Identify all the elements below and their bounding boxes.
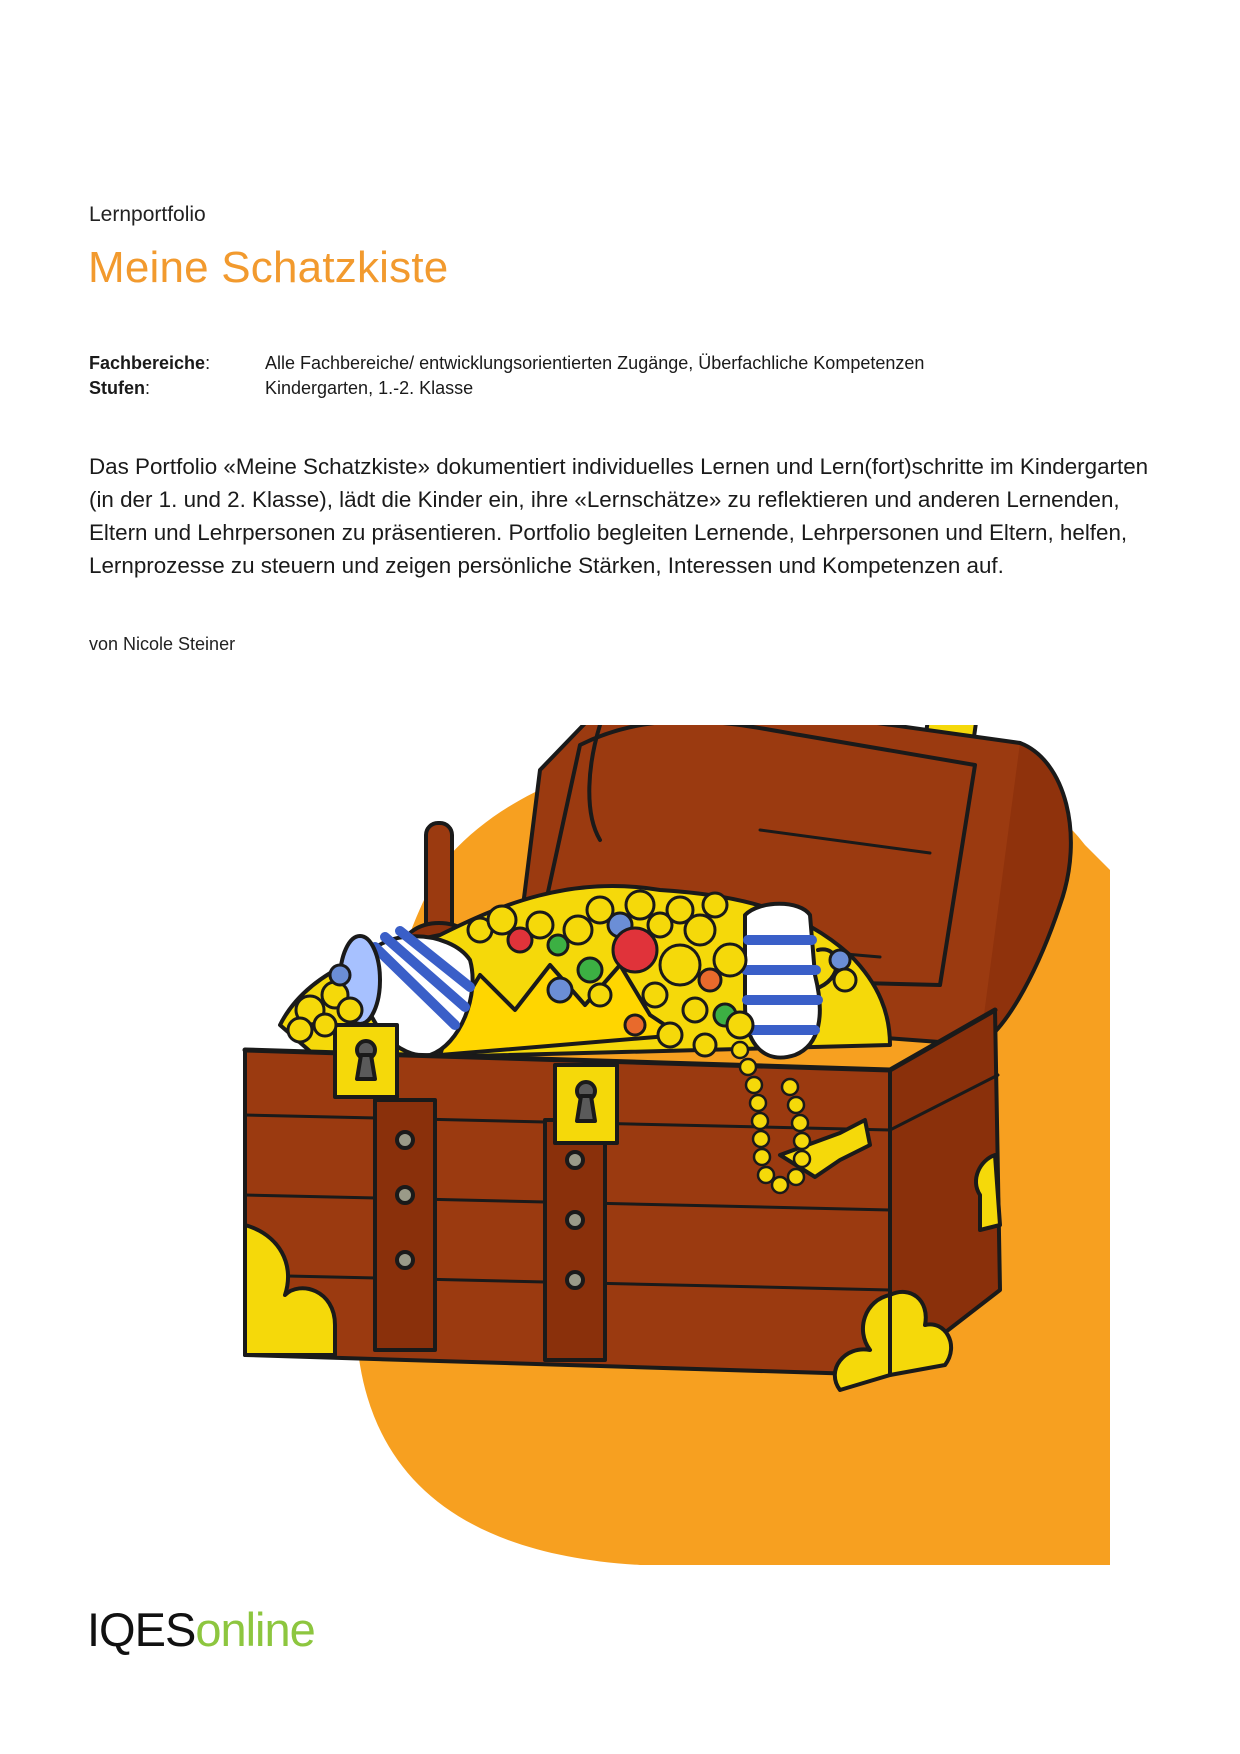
author-line: von Nicole Steiner: [89, 634, 236, 654]
document-title: Meine Schatzkiste: [88, 243, 449, 292]
meta-block: [89, 351, 924, 401]
meta-row-fachbereiche: Fachbereiche: Alle Fachbereiche/ entwicklungsorientierten Zugänge, Überfachliche Kompetenzen: [89, 351, 924, 376]
meta-value: Kindergarten, 1.-2. Klasse: [265, 378, 474, 398]
meta-value: Alle Fachbereiche/ entwicklungsorientierten Zugänge, Überfachliche Kompetenzen: [265, 353, 925, 373]
meta-row-stufen: Stufen: Kindergarten, 1.-2. Klasse: [89, 376, 924, 401]
treasure-chest-illustration: [240, 725, 1240, 1605]
logo-text-online: online: [195, 1603, 315, 1656]
lock-plate-left: [335, 1025, 397, 1097]
side-fitting: [976, 1155, 1000, 1230]
lock-plate-right: [555, 1065, 617, 1143]
logo-text-iqes: IQES: [87, 1603, 196, 1656]
meta-label: Fachbereiche: [89, 353, 206, 373]
meta-label: Stufen: [89, 378, 145, 398]
intro-paragraph: Das Portfolio «Meine Schatzkiste» dokumentiert individuelles Lernen und Lern(fort)schritte im Kindergarten (in der 1. und 2. Klasse), lädt die Kinder ein, ihre «Lernschätze» zu reflektieren und anderen Lernenden, Eltern und Lehrpersonen zu präsentieren. Portfolio begleiten Lernende, Lehrpersonen und Eltern, helfen, Lernprozesse zu steuern und zeigen persönliche Stärken, Interessen und Kompetenzen auf.: [89, 454, 1149, 578]
document-kicker: Lernportfolio: [89, 203, 206, 226]
iqes-online-logo: [87, 1602, 315, 1657]
